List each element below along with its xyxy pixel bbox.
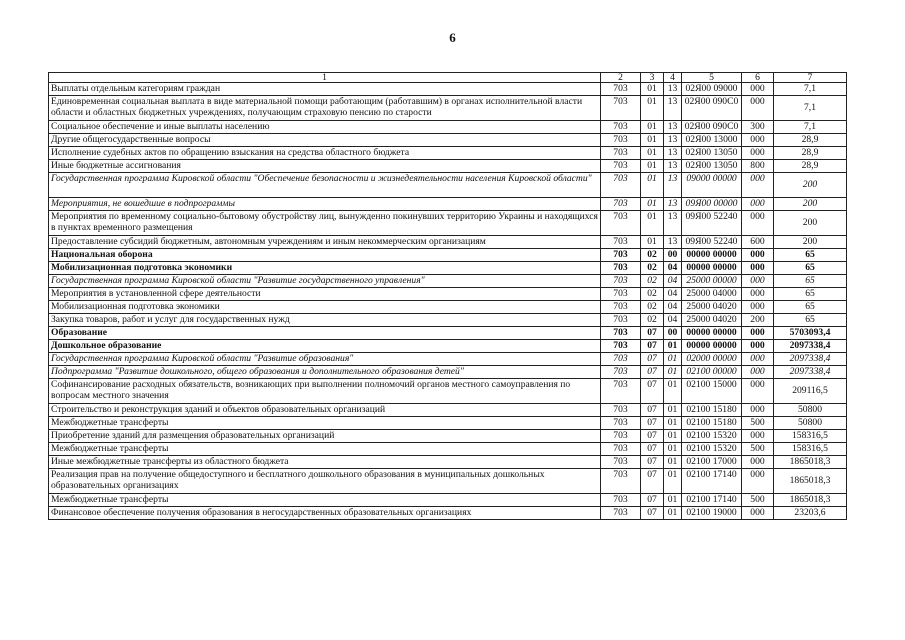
row-name: Выплаты отдельным категориям граждан xyxy=(49,83,601,96)
table-row xyxy=(49,236,847,249)
row-name: Реализация прав на получение общедоступного и бесплатного дошкольного образования в муниципальных дошкольных образовательных организациях xyxy=(49,469,601,494)
row-amount: 65 xyxy=(774,314,847,327)
table-row xyxy=(49,494,847,507)
row-code-ministry: 703 xyxy=(601,379,641,404)
row-code-expense-type: 000 xyxy=(742,198,774,211)
row-code-target: 00000 00000 xyxy=(682,340,742,353)
row-code-target: 25000 04020 xyxy=(682,301,742,314)
row-code-section: 07 xyxy=(641,430,664,443)
row-code-target: 02Я00 090С0 xyxy=(682,96,742,121)
row-name: Государственная программа Кировской области "Развитие образования" xyxy=(49,353,601,366)
row-amount: 200 xyxy=(774,198,847,211)
row-name: Образование xyxy=(49,327,601,340)
row-code-target: 25000 04020 xyxy=(682,314,742,327)
row-code-section: 07 xyxy=(641,327,664,340)
row-name: Предоставление субсидий бюджетным, автономным учреждениям и иным некоммерческим организациям xyxy=(49,236,601,249)
row-code-subsection: 01 xyxy=(664,507,682,520)
row-name: Приобретение зданий для размещения образовательных организаций xyxy=(49,430,601,443)
row-amount: 158316,5 xyxy=(774,443,847,456)
table-row xyxy=(49,404,847,417)
header-cell-1: 1 xyxy=(49,73,601,83)
row-name: Софинансирование расходных обязательств, возникающих при выполнении полномочий органов местного самоуправления по вопросам местного значения xyxy=(49,379,601,404)
row-amount: 1865018,3 xyxy=(774,494,847,507)
row-amount: 28,9 xyxy=(774,147,847,160)
row-code-ministry: 703 xyxy=(601,366,641,379)
row-name: Мероприятия, не вошедшие в подпрограммы xyxy=(49,198,601,211)
row-code-expense-type: 600 xyxy=(742,236,774,249)
header-cell-5: 5 xyxy=(682,73,742,83)
row-amount: 65 xyxy=(774,288,847,301)
table-row xyxy=(49,262,847,275)
row-code-target: 02100 15180 xyxy=(682,417,742,430)
row-code-subsection: 04 xyxy=(664,288,682,301)
row-code-subsection: 13 xyxy=(664,134,682,147)
table-row xyxy=(49,134,847,147)
row-code-expense-type: 000 xyxy=(742,96,774,121)
row-code-ministry: 703 xyxy=(601,262,641,275)
row-code-expense-type: 000 xyxy=(742,469,774,494)
row-name: Межбюджетные трансферты xyxy=(49,417,601,430)
row-name: Государственная программа Кировской области "Обеспечение безопасности и жизнедеятельности населения Кировской области" xyxy=(49,173,601,198)
row-code-subsection: 01 xyxy=(664,404,682,417)
row-name: Мероприятия в установленной сфере деятельности xyxy=(49,288,601,301)
row-code-expense-type: 800 xyxy=(742,160,774,173)
row-code-section: 07 xyxy=(641,469,664,494)
row-code-expense-type: 500 xyxy=(742,443,774,456)
row-code-section: 01 xyxy=(641,173,664,198)
row-amount: 28,9 xyxy=(774,160,847,173)
row-code-expense-type: 000 xyxy=(742,147,774,160)
row-name: Иные бюджетные ассигнования xyxy=(49,160,601,173)
row-amount: 65 xyxy=(774,301,847,314)
table-row xyxy=(49,456,847,469)
row-name: Единовременная социальная выплата в виде материальной помощи работающим (работавшим) в органах исполнительной власти области и областных бюджетных учреждениях, получающим страховую пенсию по старости xyxy=(49,96,601,121)
row-amount: 1865018,3 xyxy=(774,456,847,469)
row-code-ministry: 703 xyxy=(601,147,641,160)
row-amount: 5703093,4 xyxy=(774,327,847,340)
row-name: Иные межбюджетные трансферты из областного бюджета xyxy=(49,456,601,469)
row-code-ministry: 703 xyxy=(601,456,641,469)
row-code-subsection: 00 xyxy=(664,249,682,262)
table-row xyxy=(49,379,847,404)
table-row xyxy=(49,430,847,443)
row-code-ministry: 703 xyxy=(601,134,641,147)
row-code-section: 01 xyxy=(641,160,664,173)
row-code-expense-type: 000 xyxy=(742,353,774,366)
row-name: Межбюджетные трансферты xyxy=(49,494,601,507)
row-code-expense-type: 000 xyxy=(742,404,774,417)
header-cell-7: 7 xyxy=(774,73,847,83)
row-code-expense-type: 000 xyxy=(742,379,774,404)
table-row xyxy=(49,96,847,121)
row-code-subsection: 01 xyxy=(664,443,682,456)
row-code-target: 02100 00000 xyxy=(682,366,742,379)
row-code-section: 01 xyxy=(641,121,664,134)
row-amount: 200 xyxy=(774,236,847,249)
row-code-section: 02 xyxy=(641,314,664,327)
page-number: 6 xyxy=(449,30,456,45)
row-code-target: 00000 00000 xyxy=(682,249,742,262)
row-code-ministry: 703 xyxy=(601,327,641,340)
row-code-ministry: 703 xyxy=(601,198,641,211)
row-code-section: 02 xyxy=(641,288,664,301)
table-row xyxy=(49,211,847,236)
row-amount: 200 xyxy=(774,211,847,236)
row-code-subsection: 13 xyxy=(664,173,682,198)
row-code-subsection: 01 xyxy=(664,340,682,353)
table-row xyxy=(49,507,847,520)
row-code-ministry: 703 xyxy=(601,314,641,327)
row-code-section: 07 xyxy=(641,494,664,507)
row-amount: 7,1 xyxy=(774,83,847,96)
row-code-target: 02Я00 13050 xyxy=(682,160,742,173)
row-name: Национальная оборона xyxy=(49,249,601,262)
row-code-ministry: 703 xyxy=(601,121,641,134)
row-code-target: 02Я00 09000 xyxy=(682,83,742,96)
row-code-expense-type: 300 xyxy=(742,121,774,134)
row-code-ministry: 703 xyxy=(601,417,641,430)
header-cell-3: 3 xyxy=(641,73,664,83)
header-row xyxy=(49,73,847,83)
row-code-target: 02100 17140 xyxy=(682,469,742,494)
row-code-target: 09Я00 52240 xyxy=(682,236,742,249)
row-code-expense-type: 000 xyxy=(742,366,774,379)
row-code-target: 00000 00000 xyxy=(682,327,742,340)
row-code-target: 02100 15320 xyxy=(682,443,742,456)
table-row xyxy=(49,173,847,198)
row-code-expense-type: 000 xyxy=(742,134,774,147)
table-row xyxy=(49,147,847,160)
table-row xyxy=(49,288,847,301)
row-code-section: 07 xyxy=(641,366,664,379)
row-code-target: 09Я00 52240 xyxy=(682,211,742,236)
header-cell-6: 6 xyxy=(742,73,774,83)
row-amount: 2097338,4 xyxy=(774,353,847,366)
row-name: Государственная программа Кировской области "Развитие государственного управления" xyxy=(49,275,601,288)
row-code-section: 01 xyxy=(641,134,664,147)
table-row xyxy=(49,301,847,314)
row-amount: 2097338,4 xyxy=(774,340,847,353)
row-code-ministry: 703 xyxy=(601,301,641,314)
row-code-expense-type: 000 xyxy=(742,456,774,469)
row-code-ministry: 703 xyxy=(601,83,641,96)
row-code-expense-type: 000 xyxy=(742,507,774,520)
row-code-ministry: 703 xyxy=(601,288,641,301)
table-row xyxy=(49,443,847,456)
row-code-target: 09000 00000 xyxy=(682,173,742,198)
row-amount: 28,9 xyxy=(774,134,847,147)
table-row xyxy=(49,353,847,366)
row-code-section: 02 xyxy=(641,275,664,288)
table-row xyxy=(49,417,847,430)
row-amount: 158316,5 xyxy=(774,430,847,443)
table-row xyxy=(49,366,847,379)
row-code-target: 02100 17140 xyxy=(682,494,742,507)
row-code-expense-type: 000 xyxy=(742,288,774,301)
table-row xyxy=(49,83,847,96)
table-row xyxy=(49,275,847,288)
row-code-ministry: 703 xyxy=(601,173,641,198)
row-code-section: 01 xyxy=(641,147,664,160)
row-code-ministry: 703 xyxy=(601,236,641,249)
row-code-subsection: 04 xyxy=(664,275,682,288)
row-code-subsection: 13 xyxy=(664,211,682,236)
table-row xyxy=(49,327,847,340)
row-name: Мероприятия по временному социально-бытовому обустройству лиц, вынужденно покинувших территорию Украины и находящихся в пунктах временного размещения xyxy=(49,211,601,236)
row-code-expense-type: 000 xyxy=(742,211,774,236)
row-code-ministry: 703 xyxy=(601,353,641,366)
row-code-expense-type: 000 xyxy=(742,262,774,275)
row-amount: 65 xyxy=(774,262,847,275)
row-code-subsection: 01 xyxy=(664,366,682,379)
row-code-expense-type: 200 xyxy=(742,314,774,327)
row-code-subsection: 13 xyxy=(664,236,682,249)
row-amount: 200 xyxy=(774,173,847,198)
row-code-expense-type: 000 xyxy=(742,83,774,96)
row-code-ministry: 703 xyxy=(601,96,641,121)
row-code-ministry: 703 xyxy=(601,507,641,520)
row-code-target: 02100 19000 xyxy=(682,507,742,520)
row-code-subsection: 01 xyxy=(664,417,682,430)
row-code-subsection: 01 xyxy=(664,430,682,443)
row-code-subsection: 01 xyxy=(664,494,682,507)
row-code-expense-type: 500 xyxy=(742,417,774,430)
row-name: Мобилизационная подготовка экономики xyxy=(49,301,601,314)
row-code-target: 25000 04000 xyxy=(682,288,742,301)
row-code-target: 09Я00 00000 xyxy=(682,198,742,211)
row-code-section: 07 xyxy=(641,456,664,469)
row-code-target: 02Я00 090С0 xyxy=(682,121,742,134)
row-code-section: 01 xyxy=(641,236,664,249)
row-name: Финансовое обеспечение получения образования в негосударственных образовательных организациях xyxy=(49,507,601,520)
row-code-ministry: 703 xyxy=(601,249,641,262)
row-code-target: 02100 15180 xyxy=(682,404,742,417)
row-amount: 65 xyxy=(774,275,847,288)
header-cell-4: 4 xyxy=(664,73,682,83)
row-name: Мобилизационная подготовка экономики xyxy=(49,262,601,275)
row-code-ministry: 703 xyxy=(601,160,641,173)
row-code-section: 02 xyxy=(641,249,664,262)
row-code-section: 07 xyxy=(641,443,664,456)
table-row xyxy=(49,469,847,494)
row-code-subsection: 04 xyxy=(664,301,682,314)
row-code-subsection: 13 xyxy=(664,83,682,96)
row-code-section: 07 xyxy=(641,353,664,366)
row-amount: 7,1 xyxy=(774,121,847,134)
row-amount: 50800 xyxy=(774,404,847,417)
row-amount: 2097338,4 xyxy=(774,366,847,379)
row-code-expense-type: 000 xyxy=(742,173,774,198)
row-amount: 23203,6 xyxy=(774,507,847,520)
row-name: Другие общегосударственные вопросы xyxy=(49,134,601,147)
row-code-target: 00000 00000 xyxy=(682,262,742,275)
row-code-section: 02 xyxy=(641,301,664,314)
row-code-subsection: 01 xyxy=(664,353,682,366)
row-code-section: 01 xyxy=(641,198,664,211)
row-code-section: 02 xyxy=(641,262,664,275)
row-code-section: 01 xyxy=(641,211,664,236)
row-code-subsection: 01 xyxy=(664,456,682,469)
row-code-subsection: 04 xyxy=(664,262,682,275)
row-code-subsection: 13 xyxy=(664,147,682,160)
row-code-expense-type: 000 xyxy=(742,340,774,353)
row-code-expense-type: 000 xyxy=(742,249,774,262)
row-code-expense-type: 000 xyxy=(742,327,774,340)
row-code-ministry: 703 xyxy=(601,340,641,353)
row-name: Подпрограмма "Развитие дошкольного, общего образования и дополнительного образования детей" xyxy=(49,366,601,379)
row-amount: 65 xyxy=(774,249,847,262)
table-row xyxy=(49,160,847,173)
row-code-section: 07 xyxy=(641,379,664,404)
row-code-subsection: 01 xyxy=(664,469,682,494)
row-code-ministry: 703 xyxy=(601,211,641,236)
row-name: Межбюджетные трансферты xyxy=(49,443,601,456)
row-code-target: 02Я00 13000 xyxy=(682,134,742,147)
row-code-section: 01 xyxy=(641,96,664,121)
row-code-ministry: 703 xyxy=(601,494,641,507)
row-code-subsection: 13 xyxy=(664,160,682,173)
row-code-ministry: 703 xyxy=(601,469,641,494)
row-code-subsection: 04 xyxy=(664,314,682,327)
row-code-expense-type: 000 xyxy=(742,430,774,443)
row-code-subsection: 01 xyxy=(664,379,682,404)
row-code-subsection: 13 xyxy=(664,121,682,134)
row-code-ministry: 703 xyxy=(601,430,641,443)
header-cell-2: 2 xyxy=(601,73,641,83)
row-code-section: 07 xyxy=(641,404,664,417)
row-code-ministry: 703 xyxy=(601,404,641,417)
row-code-subsection: 13 xyxy=(664,198,682,211)
row-amount: 50800 xyxy=(774,417,847,430)
row-code-target: 25000 00000 xyxy=(682,275,742,288)
row-code-target: 02100 15000 xyxy=(682,379,742,404)
row-code-target: 02Я00 13050 xyxy=(682,147,742,160)
row-code-subsection: 00 xyxy=(664,327,682,340)
row-code-section: 01 xyxy=(641,83,664,96)
row-name: Закупка товаров, работ и услуг для государственных нужд xyxy=(49,314,601,327)
row-code-target: 02100 15320 xyxy=(682,430,742,443)
row-amount: 7,1 xyxy=(774,96,847,121)
row-name: Социальное обеспечение и иные выплаты населению xyxy=(49,121,601,134)
table-row xyxy=(49,198,847,211)
row-code-ministry: 703 xyxy=(601,275,641,288)
row-code-ministry: 703 xyxy=(601,443,641,456)
table-row xyxy=(49,249,847,262)
row-code-expense-type: 000 xyxy=(742,301,774,314)
table-row xyxy=(49,314,847,327)
row-code-target: 02100 17000 xyxy=(682,456,742,469)
row-code-target: 02000 00000 xyxy=(682,353,742,366)
table-row xyxy=(49,121,847,134)
row-code-expense-type: 000 xyxy=(742,275,774,288)
row-name: Исполнение судебных актов по обращению взыскания на средства областного бюджета xyxy=(49,147,601,160)
row-amount: 1865018,3 xyxy=(774,469,847,494)
budget-table xyxy=(48,72,847,520)
row-name: Дошкольное образование xyxy=(49,340,601,353)
row-amount: 209116,5 xyxy=(774,379,847,404)
row-code-section: 07 xyxy=(641,340,664,353)
row-name: Строительство и реконструкция зданий и объектов образовательных организаций xyxy=(49,404,601,417)
row-code-section: 07 xyxy=(641,507,664,520)
row-code-expense-type: 500 xyxy=(742,494,774,507)
table-row xyxy=(49,340,847,353)
row-code-section: 07 xyxy=(641,417,664,430)
row-code-subsection: 13 xyxy=(664,96,682,121)
